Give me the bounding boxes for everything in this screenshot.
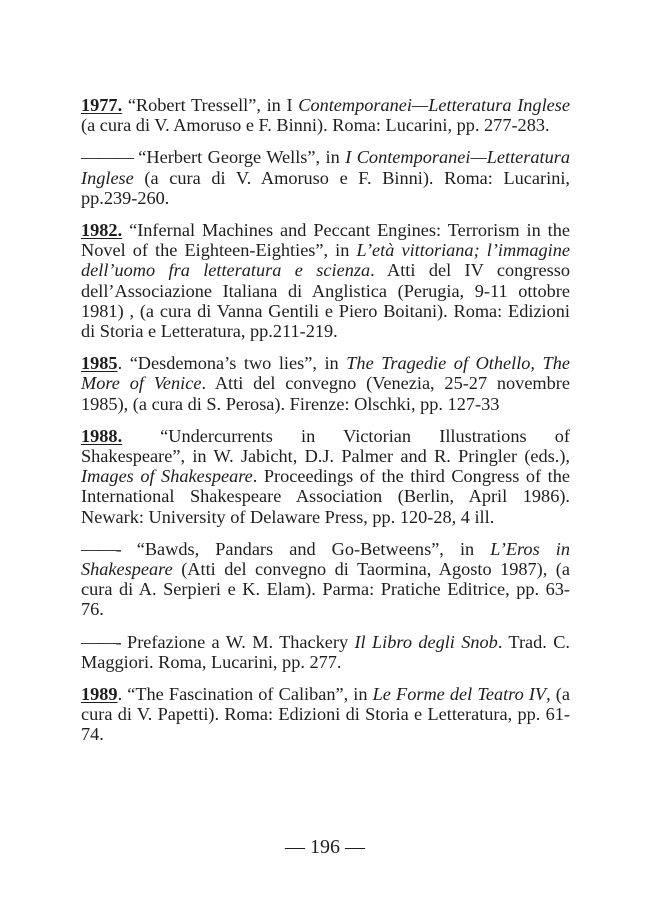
bibliography-entry-1982 <box>81 220 570 341</box>
entry-title: L’Eros in Shakespeare <box>81 538 570 580</box>
entry-text: “Robert Tressell”, in I <box>127 95 299 115</box>
entry-text: , (a cura di V. Papetti). Roma: Edizioni di Storia e Letteratura, pp. 61-74. <box>81 684 570 745</box>
entry-text: (a cura di V. Amoruso e F. Binni). Roma: Lucarini, pp.239-260. <box>81 167 570 208</box>
entry-year: 1982. <box>81 220 123 241</box>
entry-text: . Atti del IV congresso dell’Associazione Italiana di Anglistica (Perugia, 9-11 ottobre 1981) , (a cura di Vanna Gentili e Piero Boitani). Roma: Edizioni di Storia e Letteratura, pp.211-219. <box>81 260 570 342</box>
entry-title: Le Forme del Teatro IV <box>372 684 547 705</box>
entry-title: Contemporanei—Letteratura Inglese <box>298 95 570 115</box>
entry-text: . “Desdemona’s two lies”, in <box>117 353 347 374</box>
entry-title: Il Libro degli Snob <box>354 631 498 652</box>
bibliography-entry-wells <box>81 147 570 208</box>
entry-text: (Atti del convegno di Taormina, Agosto 1987), (a cura di A. Serpieri e K. Elam). Parma: Pratiche Editrice, pp. 63-76. <box>81 559 570 620</box>
entry-text: “Herbert George Wells”, in <box>132 147 346 168</box>
entry-title: The Tragedie of Othello, The More of Venice <box>81 353 570 394</box>
entry-year: 1988. <box>81 425 123 446</box>
bibliography-entry-1989 <box>81 684 570 745</box>
entry-dash: ——— <box>81 147 133 168</box>
entry-text: . Trad. C. Maggiori. Roma, Lucarini, pp. 277. <box>81 631 570 672</box>
entry-text: . “The Fascination of Caliban”, in <box>117 684 373 705</box>
entry-text: . Proceedings of the third Congress of the International Shakespeare Association (Berlin, April 1986). Newark: University of Delaware Press, pp. 120-28, 4 ill. <box>81 466 570 527</box>
bibliography-entry-bawds <box>81 539 570 620</box>
entry-title: L’età vittoriana; l’immagine dell’uomo fra letteratura e scienza <box>81 240 570 281</box>
bibliography-entry-1985 <box>81 353 570 414</box>
bibliography-entry-1988 <box>81 426 570 527</box>
entry-year: 1985 <box>81 353 118 374</box>
entry-text: . Atti del convegno (Venezia, 25-27 novembre 1985), (a cura di S. Perosa). Firenze: Olschki, pp. 127-33 <box>81 373 570 414</box>
entry-text: “Bawds, Pandars and Go-Betweens”, in <box>120 538 491 559</box>
entry-text: (a cura di V. Amoruso e F. Binni). Roma: Lucarini, pp. 277-283. <box>81 115 550 136</box>
entry-year: 1977. <box>81 95 123 115</box>
bibliography-entry-1977 <box>81 95 570 135</box>
bibliography-entry-thackery <box>81 632 570 672</box>
entry-text: “Undercurrents in Victorian Illustrations of Shakespeare”, in W. Jabicht, D.J. Palmer and R. Pringler (eds.), <box>81 425 570 467</box>
bibliography-list <box>81 95 570 757</box>
entry-title: Images of Shakespeare <box>81 466 253 487</box>
page-number: — 196 — <box>285 836 365 858</box>
entry-dash: ——- <box>81 631 121 652</box>
entry-dash: ——- <box>81 538 121 559</box>
entry-text: Prefazione a W. M. Thackery <box>120 631 355 652</box>
entry-title: I Contemporanei—Letteratura Inglese <box>81 147 571 188</box>
entry-text: “Infernal Machines and Peccant Engines: Terrorism in the Novel of the Eighteen-Eighties”, in <box>81 220 570 261</box>
entry-year: 1989 <box>81 684 118 705</box>
